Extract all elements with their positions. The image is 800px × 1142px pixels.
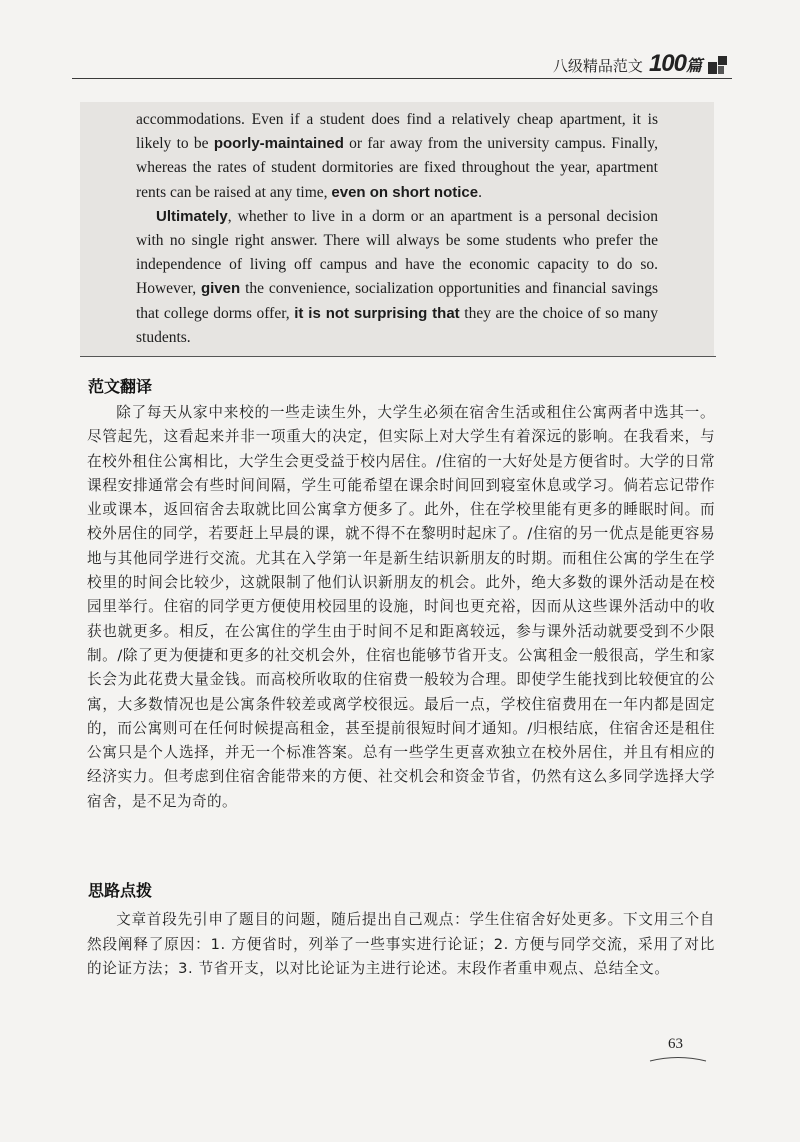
bold-phrase: poorly-maintained xyxy=(213,135,344,153)
running-header xyxy=(72,44,732,79)
text-run: . xyxy=(478,183,482,201)
text-run: accommodations. Even if a student does find a relatively cheap apartment, it is likely to be xyxy=(136,111,658,153)
text-run: they are the choice of so many students. xyxy=(136,304,658,346)
english-paragraph-2 xyxy=(80,205,658,350)
translation-text: 除了每天从家中来校的一些走读生外，大学生必须在宿舍生活或租住公寓两者中选其一。尽管起先，这看起来并非一项重大的决定，但实际上对大学生有着深远的影响。在我看来，与在校外租住公寓相比，大学生会更受益于校内居住。/住宿的一大好处是方便省时。大学的日常课程安排通常会有些时间间隔，学生可能希望在课余时间回到寝室休息或学习。倘若忘记带作业或课本，返回宿舍去取就比回公寓拿方便多了。此外，住在学校里能有更多的睡眠时间。而校外居住的同学，若要赶上早晨的课，就不得不在黎明时起床了。/住宿的另一优点是能更容易地与其他同学进行交流。尤其在入学第一年是新生结识新朋友的时期。而租住公寓的学生在学校里的时间会比较少，这就限制了他们认识新朋友的机会。此外，绝大多数的课外活动是在校园里举行。住宿的同学更方便使用校园里的设施，时间也更充裕，因而从这些课外活动中的收获也就更多。相反，在公寓住的学生由于时间不足和距离较远，参与课外活动就要受到不少限制。/除了更为便捷和更多的社交机会外，住宿也能够节省开支。公寓租金一般很高，学生和家长会为此花费大量金钱。而高校所收取的住宿费一般较为合理。即使学生能找到比较便宜的公寓，大多数情况也是公寓条件较差或离学校很远。最后一点，学校住宿费用在一年内都是固定的，而公寓则可在任何时候提高租金，甚至提前很短时间才通知。/归根结底，住宿舍还是租住公寓只是个人选择，并无一个标准答案。总有一些学生更喜欢独立在校外居住，并且有相应的经济实力。但考虑到住宿舍能带来的方便、社交机会和资金节省，仍然有这么多同学选择大学宿舍，是不足为奇的。 xyxy=(87,404,715,810)
text-run: or far away from the university campus. Finally, whereas the rates of student dormitories are fixed throughout the year, apartment rents can be raised at any time, xyxy=(136,135,658,201)
translation-heading: 范文翻译 xyxy=(88,377,153,396)
approach-text: 文章首段先引申了题目的问题，随后提出自己观点：学生住宿舍好处更多。下文用三个自然段阐释了原因：1. 方便省时，列举了一些事实进行论证；2. 方便与同学交流，采用了对比的论证方法；3. 节省开支，以对比论证为主进行论述。末段作者重申观点、总结全文。 xyxy=(87,911,715,978)
text-run: the convenience, socialization opportunities and financial savings that college dorms offer, xyxy=(136,280,658,322)
bold-phrase: given xyxy=(200,280,241,298)
approach-heading: 思路点拨 xyxy=(88,881,153,900)
page-number: 63 xyxy=(668,1036,683,1052)
header-title xyxy=(553,50,702,78)
text-run: , whether to live in a dorm or an apartment is a personal decision with no single right answer. There will always be some students who prefer the independence of living off campus and have the economic capacity to do so. However, xyxy=(136,207,658,298)
header-block-icon xyxy=(708,54,728,76)
section-divider xyxy=(80,356,716,357)
header-series: 八级精品范文 xyxy=(552,57,643,75)
header-number: 100 xyxy=(648,50,686,77)
bold-phrase: even on short notice xyxy=(331,183,479,201)
english-passage-box xyxy=(80,102,714,356)
english-paragraph-1 xyxy=(80,102,658,205)
page-number-swoosh-icon xyxy=(648,1055,708,1063)
bold-phrase: it is not surprising that xyxy=(294,304,460,322)
header-suffix: 篇 xyxy=(685,56,702,75)
bold-phrase: Ultimately xyxy=(156,207,228,225)
